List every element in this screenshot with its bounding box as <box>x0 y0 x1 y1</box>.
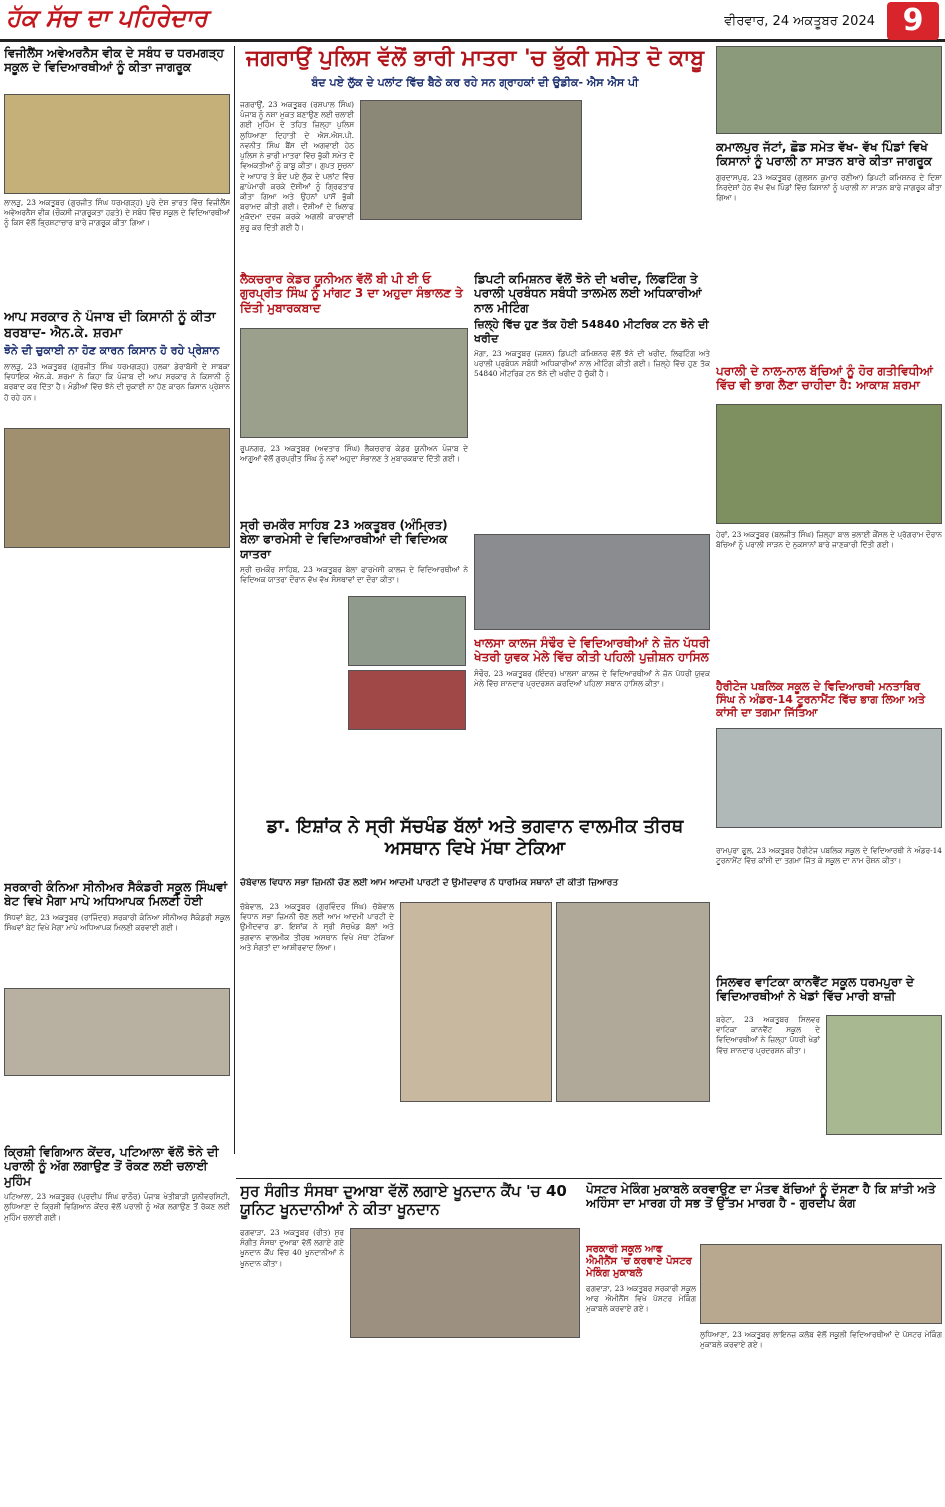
headline: ਹੈਰੀਟੇਜ ਪਬਲਿਕ ਸਕੂਲ ਦੇ ਵਿਦਿਆਰਥੀ ਮਨਤਾਬਿਰ ਸਿੰਘ ਨੇ ਅੰਡਰ-14 ਟੂਰਨਾਮੈਂਟ ਵਿੱਚ ਭਾਗ ਲਿਆ ਅਤੇ ਕਾਂਸੀ ਦਾ ਤਗਮਾ ਜਿੱਤਿਆ <box>716 680 926 720</box>
article-body: ਬਰੇਟਾ, 23 ਅਕਤੂਬਰ ਸਿਲਵਰ ਵਾਟਿਕਾ ਕਾਨਵੈਂਟ ਸਕੂਲ ਦੇ ਵਿਦਿਆਰਥੀਆਂ ਨੇ ਜ਼ਿਲ੍ਹਾ ਪੱਧਰੀ ਖੇਡਾਂ ਵਿੱਚ ਸ਼ਾਨਦਾਰ ਪ੍ਰਦਰਸ਼ਨ ਕੀਤਾ। <box>716 1015 820 1055</box>
headline: ਸਰਕਾਰੀ ਕੰਨਿਆ ਸੀਨੀਅਰ ਸੈਕੰਡਰੀ ਸਕੂਲ ਸਿੰਘਵਾਂ ਬੇਟ ਵਿਖੇ ਮੈਗਾ ਮਾਪੇ ਅਧਿਆਪਕ ਮਿਲਣੀ ਹੋਈ <box>4 880 228 909</box>
article-heritage-body <box>716 846 942 966</box>
photo <box>474 534 710 630</box>
lead-subheadline: ਬੰਦ ਪਏ ਲੁੱਕ ਦੇ ਪਲਾਂਟ ਵਿੱਚ ਬੈਠੇ ਕਰ ਰਹੇ ਸਨ ਗ੍ਰਾਹਕਾਂ ਦੀ ਉਡੀਕ- ਐਸ ਐਸ ਪੀ <box>311 76 639 90</box>
article-lead-jagraon <box>240 46 710 266</box>
article-body: ਚੱਬੇਵਾਲ, 23 ਅਕਤੂਬਰ (ਗੁਰਵਿੰਦਰ ਸਿੰਘ) ਚੱਬੇਵਾਲ ਵਿਧਾਨ ਸਭਾ ਜ਼ਿਮਨੀ ਚੋਣ ਲਈ ਆਮ ਆਦਮੀ ਪਾਰਟੀ ਦੇ ਉਮੀਦਵਾਰ ਡਾ. ਇਸ਼ਾਂਕ ਨੇ ਸ੍ਰੀ ਸੱਚਖੰਡ ਬੱਲਾਂ ਅਤੇ ਭਗਵਾਨ ਵਾਲਮੀਕ ਤੀਰਥ ਅਸਥਾਨ ਵਿਖੇ ਮੱਥਾ ਟੇਕਿਆ ਅਤੇ ਸੰਗਤਾਂ ਦਾ ਆਸ਼ੀਰਵਾਦ ਲਿਆ। <box>240 902 394 952</box>
article-nk-sharma <box>4 310 230 560</box>
article-akash-sharma <box>716 364 942 674</box>
headline: ਸੁਰ ਸੰਗੀਤ ਸੰਸਥਾ ਦੁਆਬਾ ਵੱਲੋਂ ਲਗਾਏ ਖੂਨਦਾਨ ਕੈਂਪ 'ਚ 40 ਯੂਨਿਟ ਖੂਨਦਾਨੀਆਂ ਨੇ ਕੀਤਾ ਖੂਨਦਾਨ <box>240 1182 567 1218</box>
photo <box>360 100 582 220</box>
article-kamalpur <box>716 140 942 360</box>
article-bela-pharmacy <box>240 518 468 808</box>
article-dr-ishank <box>240 878 710 1178</box>
photo <box>716 46 942 134</box>
article-kvk-patiala <box>4 1145 230 1485</box>
subheadline: ਝੋਨੇ ਦੀ ਚੁਕਾਈ ਨਾ ਹੋਣ ਕਾਰਨ ਕਿਸਾਨ ਹੋ ਰਹੇ ਪ੍ਰੇਸ਼ਾਨ <box>4 344 220 358</box>
article-heritage-school <box>716 680 942 840</box>
article-body: ਹੇਰਾਂ, 23 ਅਕਤੂਬਰ (ਬਲਜੀਤ ਸਿੰਘ) ਜ਼ਿਲ੍ਹਾ ਬਾਲ ਭਲਾਈ ਕੌਂਸਲ ਦੇ ਪ੍ਰੋਗਰਾਮ ਦੌਰਾਨ ਬੱਚਿਆਂ ਨੂੰ ਪਰਾਲੀ ਸਾੜਨ ਦੇ ਨੁਕਸਾਨਾਂ ਬਾਰੇ ਜਾਣਕਾਰੀ ਦਿੱਤੀ ਗਈ। <box>716 530 942 550</box>
article-photo-kamalpur <box>716 46 942 136</box>
photo <box>400 902 552 1102</box>
article-khalsa-college <box>474 636 710 806</box>
article-body: ਸਿੱਧਵਾਂ ਬੇਟ, 23 ਅਕਤੂਬਰ (ਰਾਜਿੰਦਰ) ਸਰਕਾਰੀ ਕੰਨਿਆ ਸੀਨੀਅਰ ਸੈਕੰਡਰੀ ਸਕੂਲ ਸਿੰਘਵਾਂ ਬੇਟ ਵਿਖੇ ਮੈਗਾ ਮਾਪੇ ਅਧਿਆਪਕ ਮਿਲਣੀ ਕਰਵਾਈ ਗਈ। <box>4 912 230 932</box>
article-body: ਲਾਲੜੂ, 23 ਅਕਤੂਬਰ (ਗੁਰਜੀਤ ਸਿੰਘ ਧਰਮਗੜ੍ਹ) ਹਲਕਾ ਡੇਰਾਬੱਸੀ ਦੇ ਸਾਬਕਾ ਵਿਧਾਇਕ ਐਨ.ਕੇ. ਸ਼ਰਮਾ ਨੇ ਕਿਹਾ ਕਿ ਪੰਜਾਬ ਦੀ ਆਪ ਸਰਕਾਰ ਨੇ ਕਿਸਾਨੀ ਨੂੰ ਬਰਬਾਦ ਕਰ ਦਿੱਤਾ ਹੈ। ਮੰਡੀਆਂ ਵਿੱਚ ਝੋਨੇ ਦੀ ਚੁਕਾਈ ਨਾ ਹੋਣ ਕਾਰਨ ਕਿਸਾਨ ਪ੍ਰੇਸ਼ਾਨ ਹੋ ਰਹੇ ਹਨ। <box>4 361 230 402</box>
issue-date: ਵੀਰਵਾਰ, 24 ਅਕਤੂਬਰ 2024 <box>724 14 875 29</box>
newspaper-logo: ਹੱਕ ਸੱਚ ਦਾ ਪਹਿਰੇਦਾਰ <box>6 4 208 32</box>
article-body: ਰੂਪਨਗਰ, 23 ਅਕਤੂਬਰ (ਅਵਤਾਰ ਸਿੰਘ) ਲੈਕਚਰਾਰ ਕੇਡਰ ਯੂਨੀਅਨ ਪੰਜਾਬ ਦੇ ਆਗੂਆਂ ਵੱਲੋਂ ਗੁਰਪ੍ਰੀਤ ਸਿੰਘ ਨੂੰ ਨਵਾਂ ਅਹੁਦਾ ਸੰਭਾਲਣ ਤੇ ਮੁਬਾਰਕਬਾਦ ਦਿੱਤੀ ਗਈ। <box>240 444 468 464</box>
headline: ਸ੍ਰੀ ਚਮਕੌਰ ਸਾਹਿਬ 23 ਅਕਤੂਬਰ (ਅੰਮ੍ਰਿਤ) ਬੇਲਾ ਫਾਰਮੇਸੀ ਦੇ ਵਿਦਿਆਰਥੀਆਂ ਦੀ ਵਿਦਿਅਕ ਯਾਤਰਾ <box>240 518 448 561</box>
article-body: ਮੋਗਾ, 23 ਅਕਤੂਬਰ (ਜਸ਼ਨ) ਡਿਪਟੀ ਕਮਿਸ਼ਨਰ ਵੱਲੋਂ ਝੋਨੇ ਦੀ ਖਰੀਦ, ਲਿਫਟਿੰਗ ਅਤੇ ਪਰਾਲੀ ਪ੍ਰਬੰਧਨ ਸਬੰਧੀ ਅਧਿਕਾਰੀਆਂ ਨਾਲ ਮੀਟਿੰਗ ਕੀਤੀ ਗਈ। ਜ਼ਿਲ੍ਹੇ ਵਿੱਚ ਹੁਣ ਤੱਕ 54840 ਮੀਟਰਿਕ ਟਨ ਝੋਨੇ ਦੀ ਖਰੀਦ ਹੋ ਚੁੱਕੀ ਹੈ। <box>474 348 710 379</box>
article-dc-paddy <box>474 272 710 632</box>
article-body: ਫਗਵਾੜਾ, 23 ਅਕਤੂਬਰ ਸਰਕਾਰੀ ਸਕੂਲ ਆਫ ਐਮੀਨੈਂਸ ਵਿਖੇ ਪੋਸਟਰ ਮੇਕਿੰਗ ਮੁਕਾਬਲੇ ਕਰਵਾਏ ਗਏ। <box>586 1284 696 1314</box>
photo <box>348 670 466 730</box>
photo <box>700 1244 942 1324</box>
article-blood-donation <box>240 1182 580 1482</box>
article-body: ਸ੍ਰੀ ਚਮਕੌਰ ਸਾਹਿਬ, 23 ਅਕਤੂਬਰ ਬੇਲਾ ਫਾਰਮੇਸੀ ਕਾਲਜ ਦੇ ਵਿਦਿਆਰਥੀਆਂ ਨੇ ਵਿਦਿਅਕ ਯਾਤਰਾ ਦੌਰਾਨ ਵੱਖ ਵੱਖ ਸੰਸਥਾਵਾਂ ਦਾ ਦੌਰਾ ਕੀਤਾ। <box>240 565 468 585</box>
article-body: ਪਟਿਆਲਾ, 23 ਅਕਤੂਬਰ (ਪ੍ਰਦੀਪ ਸਿੰਘ ਰਾਠੌਰ) ਪੰਜਾਬ ਖੇਤੀਬਾੜੀ ਯੂਨੀਵਰਸਿਟੀ, ਲੁਧਿਆਣਾ ਦੇ ਕ੍ਰਿਸ਼ੀ ਵਿਗਿਆਨ ਕੇਂਦਰ ਵੱਲੋਂ ਪਰਾਲੀ ਨੂੰ ਅੱਗ ਲਗਾਉਣ ਤੋਂ ਰੋਕਣ ਲਈ ਮੁਹਿੰਮ ਚਲਾਈ ਗਈ। <box>4 1192 230 1222</box>
headline: ਸਰਕਾਰੀ ਸਕੂਲ ਆਫ ਐਮੀਨੈਂਸ 'ਚ ਕਰਵਾਏ ਪੋਸਟਰ ਮੇਕਿੰਗ ਮੁਕਾਬਲੇ <box>586 1244 692 1279</box>
headline: ਖਾਲਸਾ ਕਾਲਜ ਸੰਢੌਰ ਦੇ ਵਿਦਿਆਰਥੀਆਂ ਨੇ ਜ਼ੋਨ ਪੱਧਰੀ ਖੇਤਰੀ ਯੁਵਕ ਮੇਲੇ ਵਿੱਚ ਕੀਤੀ ਪਹਿਲੀ ਪੁਜ਼ੀਸ਼ਨ ਹਾਸਿਲ <box>474 636 710 665</box>
article-body-cont <box>4 568 230 768</box>
subheadline: ਚੱਬੇਵਾਲ ਵਿਧਾਨ ਸਭਾ ਜ਼ਿਮਨੀ ਚੋਣ ਲਈ ਆਮ ਆਦਮੀ ਪਾਰਟੀ ਦੇ ਉਮੀਦਵਾਰ ਨੇ ਧਾਰਮਿਕ ਸਥਾਨਾਂ ਦੀ ਕੀਤੀ ਜ਼ਿਆਰਤ <box>240 878 619 888</box>
column-rule <box>234 46 235 1154</box>
article-body: ਰਾਮਪੁਰਾ ਫੂਲ, 23 ਅਕਤੂਬਰ ਹੈਰੀਟੇਜ ਪਬਲਿਕ ਸਕੂਲ ਦੇ ਵਿਦਿਆਰਥੀ ਨੇ ਅੰਡਰ-14 ਟੂਰਨਾਮੈਂਟ ਵਿੱਚ ਕਾਂਸੀ ਦਾ ਤਗਮਾ ਜਿੱਤ ਕੇ ਸਕੂਲ ਦਾ ਨਾਮ ਰੌਸ਼ਨ ਕੀਤਾ। <box>716 846 942 866</box>
article-body: ਸੰਢੌਰ, 23 ਅਕਤੂਬਰ (ਇੰਦਰ) ਖਾਲਸਾ ਕਾਲਜ ਦੇ ਵਿਦਿਆਰਥੀਆਂ ਨੇ ਜ਼ੋਨ ਪੱਧਰੀ ਯੁਵਕ ਮੇਲੇ ਵਿੱਚ ਸ਼ਾਨਦਾਰ ਪ੍ਰਦਰਸ਼ਨ ਕਰਦਿਆਂ ਪਹਿਲਾ ਸਥਾਨ ਹਾਸਿਲ ਕੀਤਾ। <box>474 668 710 688</box>
article-parent-teacher <box>4 880 230 1130</box>
article-body: ਲੁਧਿਆਣਾ, 23 ਅਕਤੂਬਰ ਲਾਇਨਜ਼ ਕਲੱਬ ਵੱਲੋਂ ਸਕੂਲੀ ਵਿਦਿਆਰਥੀਆਂ ਦੇ ਪੋਸਟਰ ਮੇਕਿੰਗ ਮੁਕਾਬਲੇ ਕਰਵਾਏ ਗਏ। <box>700 1330 942 1350</box>
photo <box>716 404 942 524</box>
photo <box>716 728 942 828</box>
article-poster-headline <box>586 1182 942 1242</box>
headline: ਡਾ. ਇਸ਼ਾਂਕ ਨੇ ਸ੍ਰੀ ਸੱਚਖੰਡ ਬੱਲਾਂ ਅਤੇ ਭਗਵਾਨ ਵਾਲਮੀਕ ਤੀਰਥ ਅਸਥਾਨ ਵਿਖੇ ਮੱਥਾ ਟੇਕਿਆ <box>266 816 684 859</box>
headline: ਵਿਜੀਲੈਂਸ ਅਵੇਅਰਨੈਸ ਵੀਕ ਦੇ ਸਬੰਧ ਚ ਧਰਮਗੜ੍ਹ ਸਕੂਲ ਦੇ ਵਿਦਿਆਰਥੀਆਂ ਨੂੰ ਕੀਤਾ ਜਾਗਰੂਕ <box>4 46 224 75</box>
article-dr-ishank-headline <box>240 816 710 876</box>
article-body: ਲਾਲੜੂ, 23 ਅਕਤੂਬਰ (ਗੁਰਜੀਤ ਸਿੰਘ ਧਰਮਗੜ੍ਹ) ਪੂਰੇ ਦੇਸ਼ ਭਾਰਤ ਵਿੱਚ ਵਿਜੀਲੈਂਸ ਅਵੇਅਰਨੈਸ ਵੀਕ (ਚੌਕਸੀ ਜਾਗਰੂਕਤਾ ਹਫ਼ਤੇ) ਦੇ ਸਬੰਧ ਵਿੱਚ ਸਕੂਲ ਦੇ ਵਿਦਿਆਰਥੀਆਂ ਨੂੰ ਕਿਸ ਵੱਲੋਂ ਭ੍ਰਿਸ਼ਟਾਚਾਰ ਬਾਰੇ ਜਾਗਰੂਕ ਕੀਤਾ ਗਿਆ। <box>4 198 230 228</box>
headline: ਪਰਾਲੀ ਦੇ ਨਾਲ-ਨਾਲ ਬੱਚਿਆਂ ਨੂੰ ਹੋਰ ਗਤੀਵਿਧੀਆਂ ਵਿੱਚ ਵੀ ਭਾਗ ਲੈਣਾ ਚਾਹੀਦਾ ਹੈ: ਆਕਾਸ਼ ਸ਼ਰਮਾ <box>716 364 933 393</box>
page-number: 9 <box>887 2 939 40</box>
headline: ਕ੍ਰਿਸ਼ੀ ਵਿਗਿਆਨ ਕੇਂਦਰ, ਪਟਿਆਲਾ ਵੱਲੋਂ ਝੋਨੇ ਦੀ ਪਰਾਲੀ ਨੂੰ ਅੱਗ ਲਗਾਉਣ ਤੋਂ ਰੋਕਣ ਲਈ ਚਲਾਈ ਮੁਹਿੰਮ <box>4 1145 219 1188</box>
article-body: ਫਗਵਾੜਾ, 23 ਅਕਤੂਬਰ (ਰੀਤ) ਸੁਰ ਸੰਗੀਤ ਸੰਸਥਾ ਦੁਆਬਾ ਵੱਲੋਂ ਲਗਾਏ ਗਏ ਖੂਨਦਾਨ ਕੈਂਪ ਵਿੱਚ 40 ਖੂਨਦਾਨੀਆਂ ਨੇ ਖੂਨਦਾਨ ਕੀਤਾ। <box>240 1228 344 1268</box>
article-poster-making <box>586 1244 942 1484</box>
headline: ਕਮਾਲਪੁਰ ਜੱਟਾਂ, ਛੋਡ ਸਮੇਤ ਵੱਖ- ਵੱਖ ਪਿੰਡਾਂ ਵਿਖੇ ਕਿਸਾਨਾਂ ਨੂੰ ਪਰਾਲੀ ਨਾ ਸਾੜਨ ਬਾਰੇ ਕੀਤਾ ਜਾਗਰੂਕ <box>716 140 932 169</box>
subheadline: ਜ਼ਿਲ੍ਹੇ ਵਿੱਚ ਹੁਣ ਤੱਕ ਹੋਈ 54840 ਮੀਟਰਿਕ ਟਨ ਝੋਨੇ ਦੀ ਖਰੀਦ <box>474 318 709 345</box>
section-rule <box>236 1178 942 1179</box>
article-lecturer-union <box>240 272 468 512</box>
headline: ਆਪ ਸਰਕਾਰ ਨੇ ਪੰਜਾਬ ਦੀ ਕਿਸਾਨੀ ਨੂੰ ਕੀਤਾ ਬਰਬਾਦ- ਐਨ.ਕੇ. ਸ਼ਰਮਾ <box>4 310 216 341</box>
photo <box>4 94 230 194</box>
article-body: ਗੁਰਦਾਸਪੁਰ, 23 ਅਕਤੂਬਰ (ਗੁਲਸ਼ਨ ਕੁਮਾਰ ਰਣੀਆ) ਡਿਪਟੀ ਕਮਿਸ਼ਨਰ ਦੇ ਦਿਸ਼ਾ ਨਿਰਦੇਸ਼ਾਂ ਹੇਠ ਵੱਖ ਵੱਖ ਪਿੰਡਾਂ ਵਿੱਚ ਕਿਸਾਨਾਂ ਨੂੰ ਪਰਾਲੀ ਨਾ ਸਾੜਨ ਬਾਰੇ ਜਾਗਰੂਕ ਕੀਤਾ ਗਿਆ। <box>716 172 942 203</box>
article-school-meeting <box>4 568 230 908</box>
photo <box>348 596 466 666</box>
photo <box>4 428 230 548</box>
headline: ਸਿਲਵਰ ਵਾਟਿਕਾ ਕਾਨਵੈਂਟ ਸਕੂਲ ਧਰਮਪੁਰਾ ਦੇ ਵਿਦਿਆਰਥੀਆਂ ਨੇ ਖੇਡਾਂ ਵਿੱਚ ਮਾਰੀ ਬਾਜ਼ੀ <box>716 975 914 1004</box>
lead-body: ਜਗਰਾਉਂ, 23 ਅਕਤੂਬਰ (ਰਸ਼ਪਾਲ ਸਿੰਘ) ਪੰਜਾਬ ਨੂੰ ਨਸ਼ਾ ਮੁਕਤ ਬਣਾਉਣ ਲਈ ਚਲਾਈ ਗਈ ਮੁਹਿੰਮ ਦੇ ਤਹਿਤ ਜ਼ਿਲ੍ਹਾ ਪੁਲਿਸ ਲੁਧਿਆਣਾ ਦਿਹਾਤੀ ਦੇ ਐਸ.ਐਸ.ਪੀ. ਨਵਨੀਤ ਸਿੰਘ ਬੈਂਸ ਦੀ ਅਗਵਾਈ ਹੇਠ ਪੁਲਿਸ ਨੇ ਭਾਰੀ ਮਾਤਰਾ ਵਿੱਚ ਭੁੱਕੀ ਸਮੇਤ ਦੋ ਵਿਅਕਤੀਆਂ ਨੂੰ ਕਾਬੂ ਕੀਤਾ। ਗੁਪਤ ਸੂਚਨਾ ਦੇ ਆਧਾਰ ਤੇ ਬੰਦ ਪਏ ਲੁੱਕ ਦੇ ਪਲਾਂਟ ਵਿੱਚ ਛਾਪੇਮਾਰੀ ਕਰਕੇ ਦੋਸ਼ੀਆਂ ਨੂੰ ਗ੍ਰਿਫਤਾਰ ਕੀਤਾ ਗਿਆ ਅਤੇ ਉਹਨਾਂ ਪਾਸੋਂ ਭੁੱਕੀ ਬਰਾਮਦ ਕੀਤੀ ਗਈ। ਦੋਸ਼ੀਆਂ ਦੇ ਖਿਲਾਫ ਮੁਕੱਦਮਾ ਦਰਜ ਕਰਕੇ ਅਗਲੀ ਕਾਰਵਾਈ ਸ਼ੁਰੂ ਕਰ ਦਿੱਤੀ ਗਈ ਹੈ। <box>240 100 355 232</box>
lead-headline: ਜਗਰਾਉਂ ਪੁਲਿਸ ਵੱਲੋਂ ਭਾਰੀ ਮਾਤਰਾ 'ਚ ਭੁੱਕੀ ਸਮੇਤ ਦੋ ਕਾਬੂ <box>245 46 705 71</box>
article-vigilance <box>4 46 230 306</box>
photo <box>240 328 468 438</box>
print-registration-strip <box>0 1487 945 1507</box>
masthead <box>0 0 945 42</box>
headline: ਪੋਸਟਰ ਮੇਕਿੰਗ ਮੁਕਾਬਲੇ ਕਰਵਾਉਣ ਦਾ ਮੰਤਵ ਬੱਚਿਆਂ ਨੂੰ ਦੱਸਣਾ ਹੈ ਕਿ ਸ਼ਾਂਤੀ ਅਤੇ ਅਹਿੰਸਾ ਦਾ ਮਾਰਗ ਹੀ ਸਭ ਤੋਂ ਉੱਤਮ ਮਾਰਗ ਹੈ - ਗੁਰਦੀਪ ਕੰਗ <box>586 1182 936 1211</box>
photo <box>826 1015 942 1135</box>
article-silver-vatika <box>716 975 942 1170</box>
headline: ਡਿਪਟੀ ਕਮਿਸ਼ਨਰ ਵੱਲੋਂ ਝੋਨੇ ਦੀ ਖਰੀਦ, ਲਿਫਟਿੰਗ ਤੇ ਪਰਾਲੀ ਪ੍ਰਬੰਧਨ ਸਬੰਧੀ ਤਾਲਮੇਲ ਲਈ ਅਧਿਕਾਰੀਆਂ ਨਾਲ ਮੀਟਿੰਗ <box>474 272 702 315</box>
photo <box>556 902 710 1102</box>
headline: ਲੈਕਚਰਾਰ ਕੇਡਰ ਯੂਨੀਅਨ ਵੱਲੋਂ ਬੀ ਪੀ ਈ ਓ ਗੁਰਪ੍ਰੀਤ ਸਿੰਘ ਨੂੰ ਮਾਂਗਟ 3 ਦਾ ਅਹੁਦਾ ਸੰਭਾਲਣ ਤੇ ਦਿੱਤੀ ਮੁਬਾਰਕਬਾਦ <box>240 272 463 315</box>
photo <box>350 1228 580 1338</box>
photo <box>4 988 230 1076</box>
